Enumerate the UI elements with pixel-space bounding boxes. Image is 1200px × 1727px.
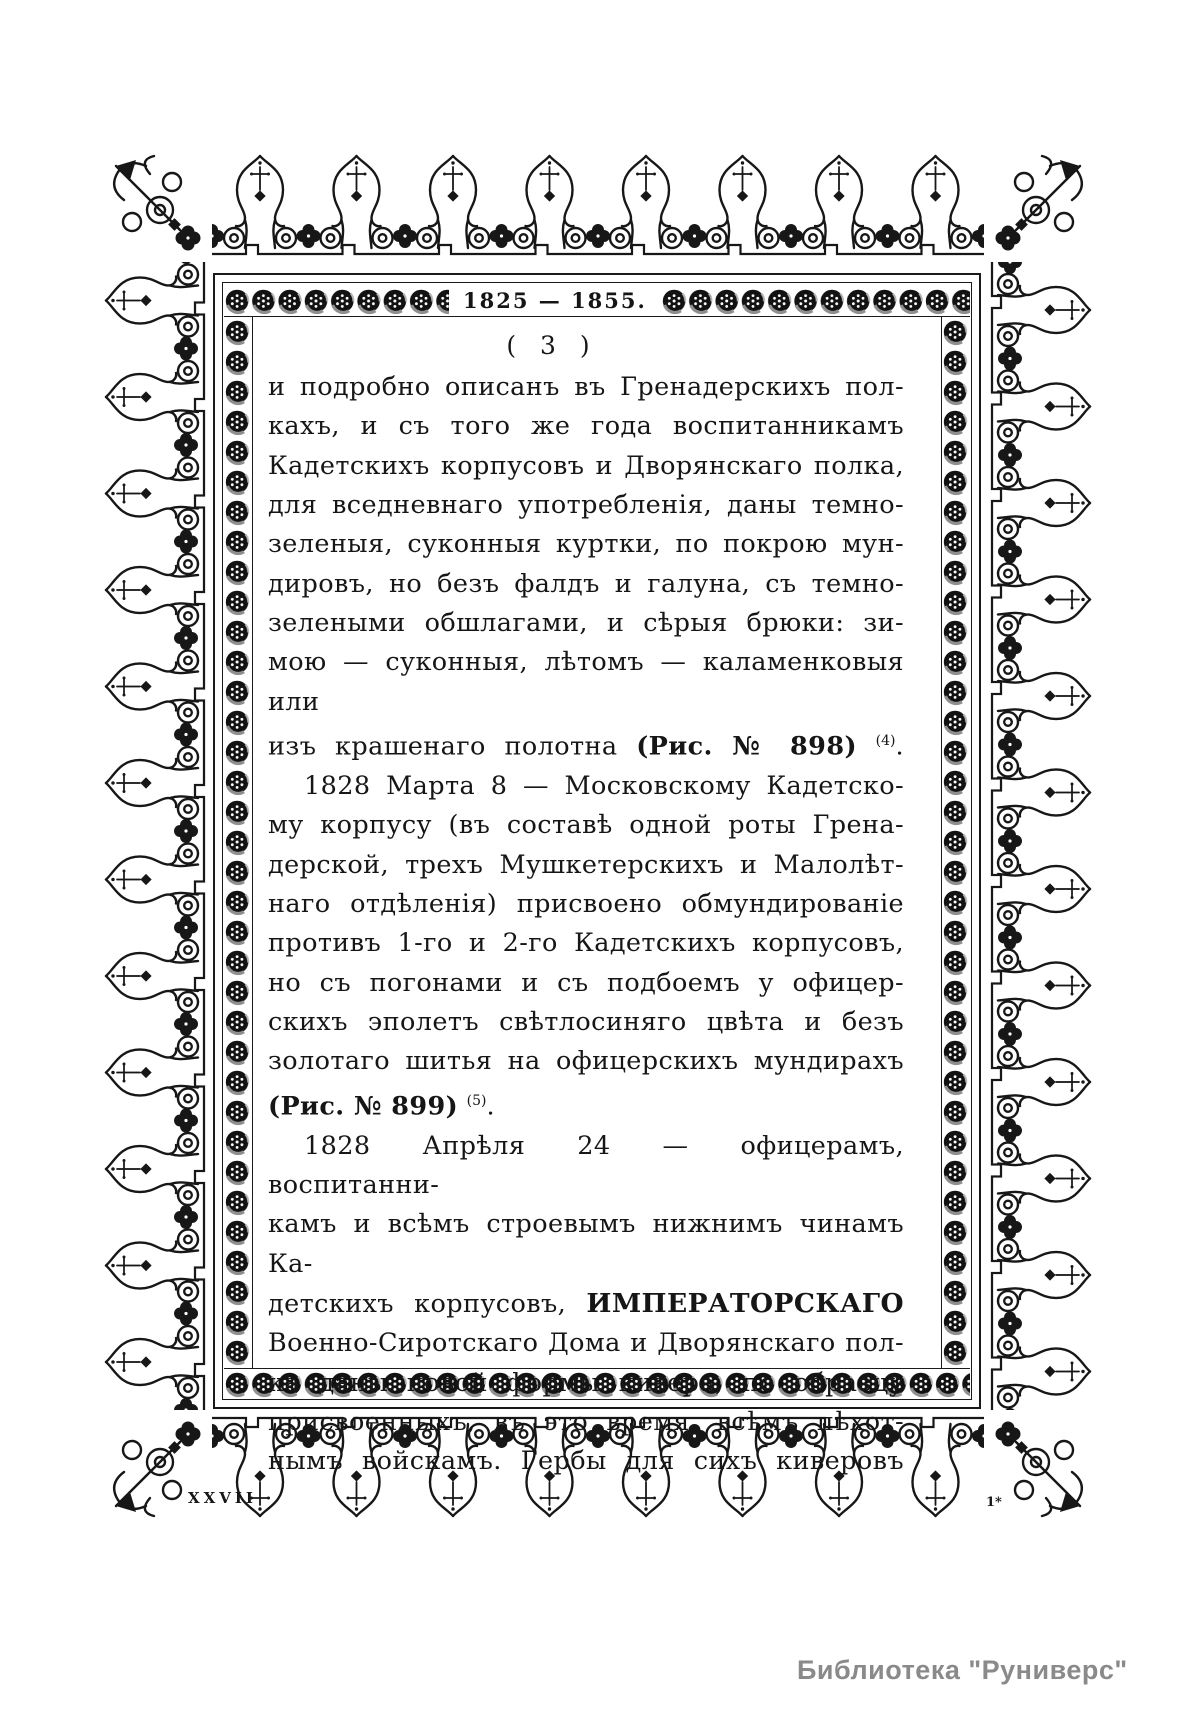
text-line: 1828 Марта 8 — Московскому Кадетско- xyxy=(304,770,904,801)
corner-ornament-top-left xyxy=(100,150,212,262)
text-line: нымъ войскамъ. Гербы для сихъ киверовъ xyxy=(268,1446,904,1477)
text-line: дировъ, но безъ фалдъ и галуна, съ темно- xyxy=(268,568,904,599)
text-line: скихъ эполетъ свѣтлосиняго цвѣта и безъ xyxy=(268,1007,904,1037)
library-watermark: Библиотека "Руниверс" xyxy=(797,1655,1128,1685)
rosette-band-right xyxy=(941,317,970,1368)
ornamental-border-top xyxy=(212,150,984,262)
rosette-segment-left xyxy=(224,286,449,315)
text-line: изъ крашенаго полотна (Рис. № 898) $^{(4)}$. xyxy=(268,731,905,762)
text-line: мою — суконныя, лѣтомъ — каламенковыя или xyxy=(268,647,904,717)
year-range-label: 1825 — 1855. xyxy=(463,287,647,313)
text-line: ка даны новой формы кивера, по образцу xyxy=(268,1367,904,1398)
text-line: но съ погонами и съ подбоемъ у офицер- xyxy=(268,967,904,998)
ornamental-border-right xyxy=(984,262,1096,1410)
ornamental-border-left xyxy=(100,262,212,1410)
text-line: противъ 1-го и 2-го Кадетскихъ корпусовъ, xyxy=(268,928,904,959)
rosette-segment-right xyxy=(661,286,970,315)
text-line: камъ и всѣмъ строевымъ нижнимъ чинамъ Ка- xyxy=(268,1209,904,1279)
text-line: кахъ, и съ того же года воспитанникамъ xyxy=(268,411,904,442)
rosette-band-top xyxy=(224,284,970,317)
text-line: Военно-Сиротскаго Дома и Дворянскаго пол- xyxy=(268,1328,904,1359)
text-line: Кадетскихъ корпусовъ и Дворянскаго полка, xyxy=(268,450,904,481)
text-line: наго отдѣленія) присвоено обмундированіе xyxy=(268,888,904,919)
press-signature-mark: 1* xyxy=(986,1495,1002,1510)
text-line: присвоенныхъ, въ это время, всѣмъ пѣхот- xyxy=(268,1406,904,1437)
text-line: (Рис. № 899) $^{(5)}$. xyxy=(268,1091,496,1122)
text-line: дерской, трехъ Мушкетерскихъ и Малолѣт- xyxy=(268,849,904,880)
body-text xyxy=(268,368,904,1482)
text-line: 1828 Апрѣля 24 — офицерамъ, воспитанни- xyxy=(268,1130,904,1200)
text-line: му корпусу (въ составѣ одной роты Грена- xyxy=(268,810,904,841)
page-number: ( 3 ) xyxy=(506,331,590,360)
text-line: и подробно описанъ въ Гренадерскихъ пол- xyxy=(268,372,904,402)
text-line: золотаго шитья на офицерскихъ мундирахъ xyxy=(268,1046,904,1077)
rosette-band-left xyxy=(224,317,253,1368)
text-line: детскихъ корпусовъ, ИМПЕРАТОРСКАГО xyxy=(268,1287,904,1319)
text-line: для вседневнаго употребленія, даны темно- xyxy=(268,490,904,521)
text-line: зелеными обшлагами, и сѣрыя брюки: зи- xyxy=(268,608,904,639)
corner-ornament-top-right xyxy=(984,150,1096,262)
text-line: зеленыя, суконныя куртки, по покрою мун- xyxy=(268,529,904,560)
plate-signature-mark: XXVII xyxy=(188,1489,257,1507)
